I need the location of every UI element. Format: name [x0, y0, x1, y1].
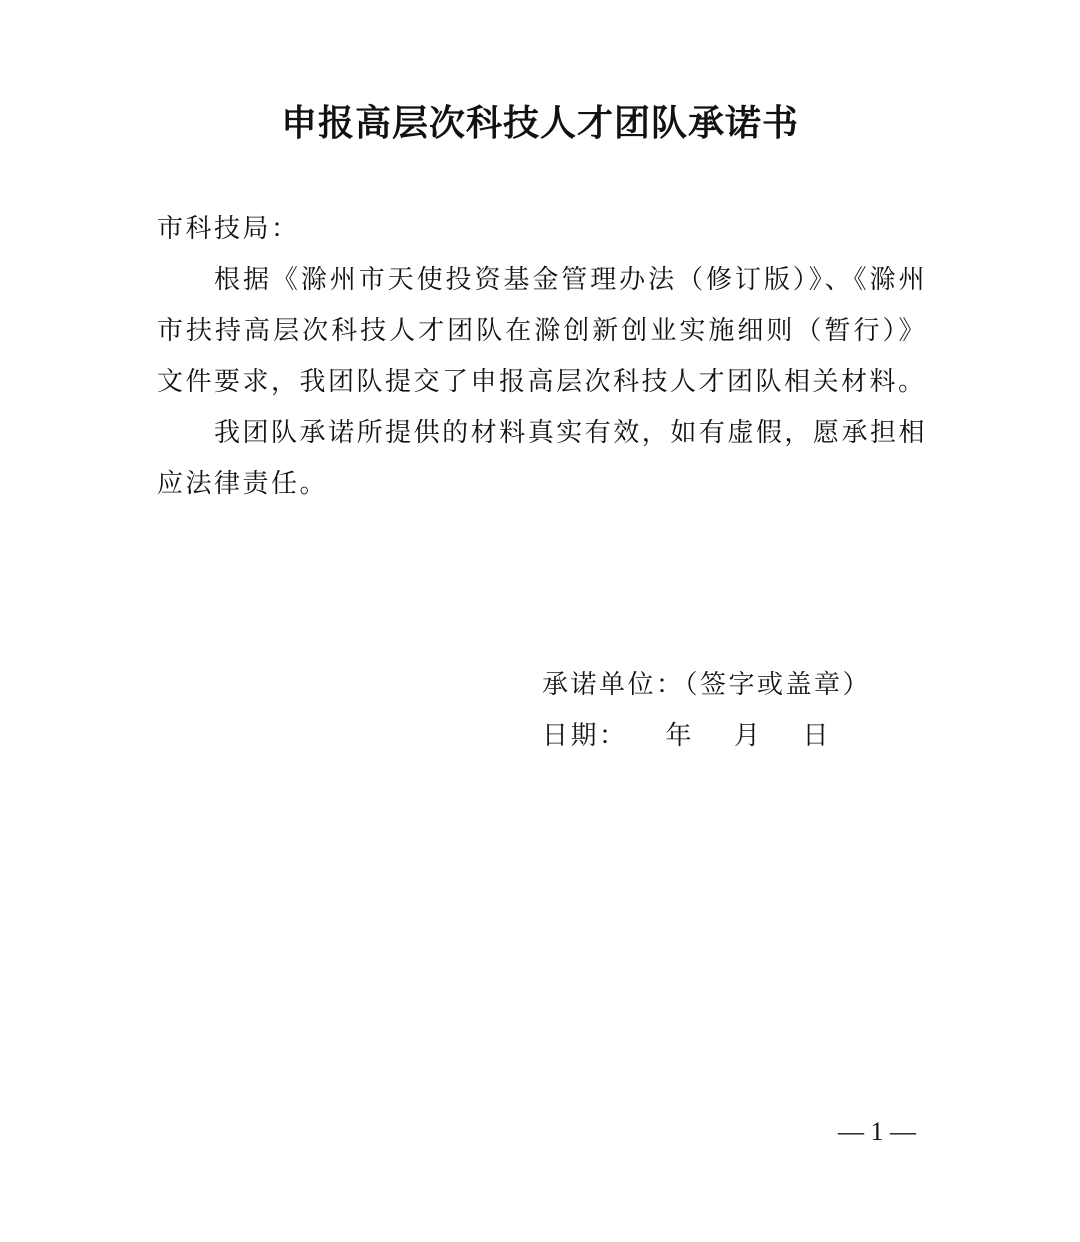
- date-month: 月: [734, 721, 763, 751]
- signature-block: [542, 660, 962, 762]
- document-body: [157, 204, 927, 510]
- page-number: — 1 —: [838, 1117, 916, 1146]
- paragraph-2: 我团队承诺所提供的材料真实有效，如有虚假，愿承担相应法律责任。: [157, 418, 927, 499]
- salutation: 市科技局：: [157, 214, 300, 244]
- date-row: [542, 711, 962, 762]
- paragraph-1: 根据《滁州市天使投资基金管理办法（修订版）》、《滁州市扶持高层次科技人才团队在滁创新创业实施细则（暂行）》文件要求，我团队提交了申报高层次科技人才团队相关材料。: [157, 265, 927, 397]
- signing-unit-row: [542, 660, 962, 711]
- signing-unit-label: 承诺单位：: [542, 670, 685, 700]
- date-year: 年: [665, 721, 695, 751]
- signing-unit-note: （签字或盖章）: [684, 670, 872, 700]
- document-title: 申报高层次科技人才团队承诺书: [280, 103, 799, 144]
- date-label: 日期：: [542, 721, 628, 751]
- date-day: 日: [802, 721, 832, 751]
